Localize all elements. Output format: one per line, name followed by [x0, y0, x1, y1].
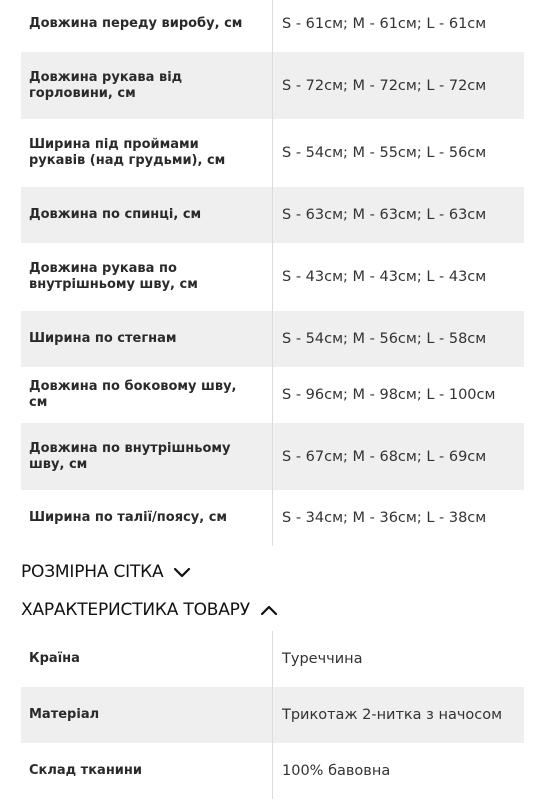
row-label: Довжина рукава від горловини, см	[29, 69, 183, 101]
table-row	[21, 187, 524, 243]
row-value: S - 54см; M - 55см; L - 56см	[282, 145, 487, 161]
row-value: Трикотаж 2-нитка з начосом	[282, 707, 503, 723]
chevron-up-icon	[260, 604, 278, 616]
row-value: S - 34см; M - 36см; L - 38см	[282, 510, 487, 526]
row-label: Довжина переду виробу, см	[29, 16, 243, 31]
row-label: Довжина по спинці, см	[29, 207, 202, 222]
row-label: Ширина під проймами рукавів (над грудьми), см	[29, 137, 226, 168]
table-row	[21, 631, 524, 687]
row-value: S - 61см; M - 61см; L - 61см	[282, 16, 487, 32]
table-row	[21, 243, 524, 311]
row-value: S - 63см; M - 63см; L - 63см	[282, 207, 487, 223]
row-value: S - 67см; M - 68см; L - 69см	[282, 448, 487, 465]
table-row	[21, 311, 524, 367]
table-row	[21, 119, 524, 187]
row-value: S - 43см; M - 43см; L - 43см	[282, 269, 487, 285]
table-row	[21, 687, 524, 743]
characteristics-table	[21, 631, 524, 799]
size-measurements-table	[21, 0, 524, 546]
table-row	[21, 490, 524, 546]
table-row	[21, 367, 524, 423]
row-label: Довжина по внутрішньому шву, см	[29, 440, 231, 472]
row-label: Матеріал	[29, 707, 100, 722]
size-grid-title: РОЗМІРНА СІТКА	[21, 562, 164, 582]
row-label: Країна	[29, 651, 80, 666]
row-label: Ширина по стегнам	[29, 331, 177, 346]
row-label: Ширина по талії/поясу, см	[29, 510, 228, 525]
row-value: Туреччина	[282, 651, 363, 667]
table-row	[21, 0, 524, 52]
table-row	[21, 52, 524, 119]
characteristics-title: ХАРАКТЕРИСТИКА ТОВАРУ	[21, 600, 250, 620]
row-label: Склад тканини	[29, 763, 142, 778]
row-value: 100% бавовна	[282, 763, 391, 779]
row-value: S - 54см; M - 56см; L - 58см	[282, 331, 487, 347]
row-label: Довжина по боковому шву, см	[29, 379, 237, 410]
table-row	[21, 423, 524, 490]
size-grid-toggle[interactable]	[21, 562, 191, 582]
row-value: S - 96см; M - 98см; L - 100см	[282, 387, 496, 403]
table-row	[21, 743, 524, 799]
characteristics-toggle[interactable]	[21, 600, 278, 620]
row-label: Довжина рукава по внутрішньому шву, см	[29, 261, 198, 292]
row-value: S - 72см; M - 72см; L - 72см	[282, 77, 487, 94]
chevron-down-icon	[173, 566, 191, 578]
